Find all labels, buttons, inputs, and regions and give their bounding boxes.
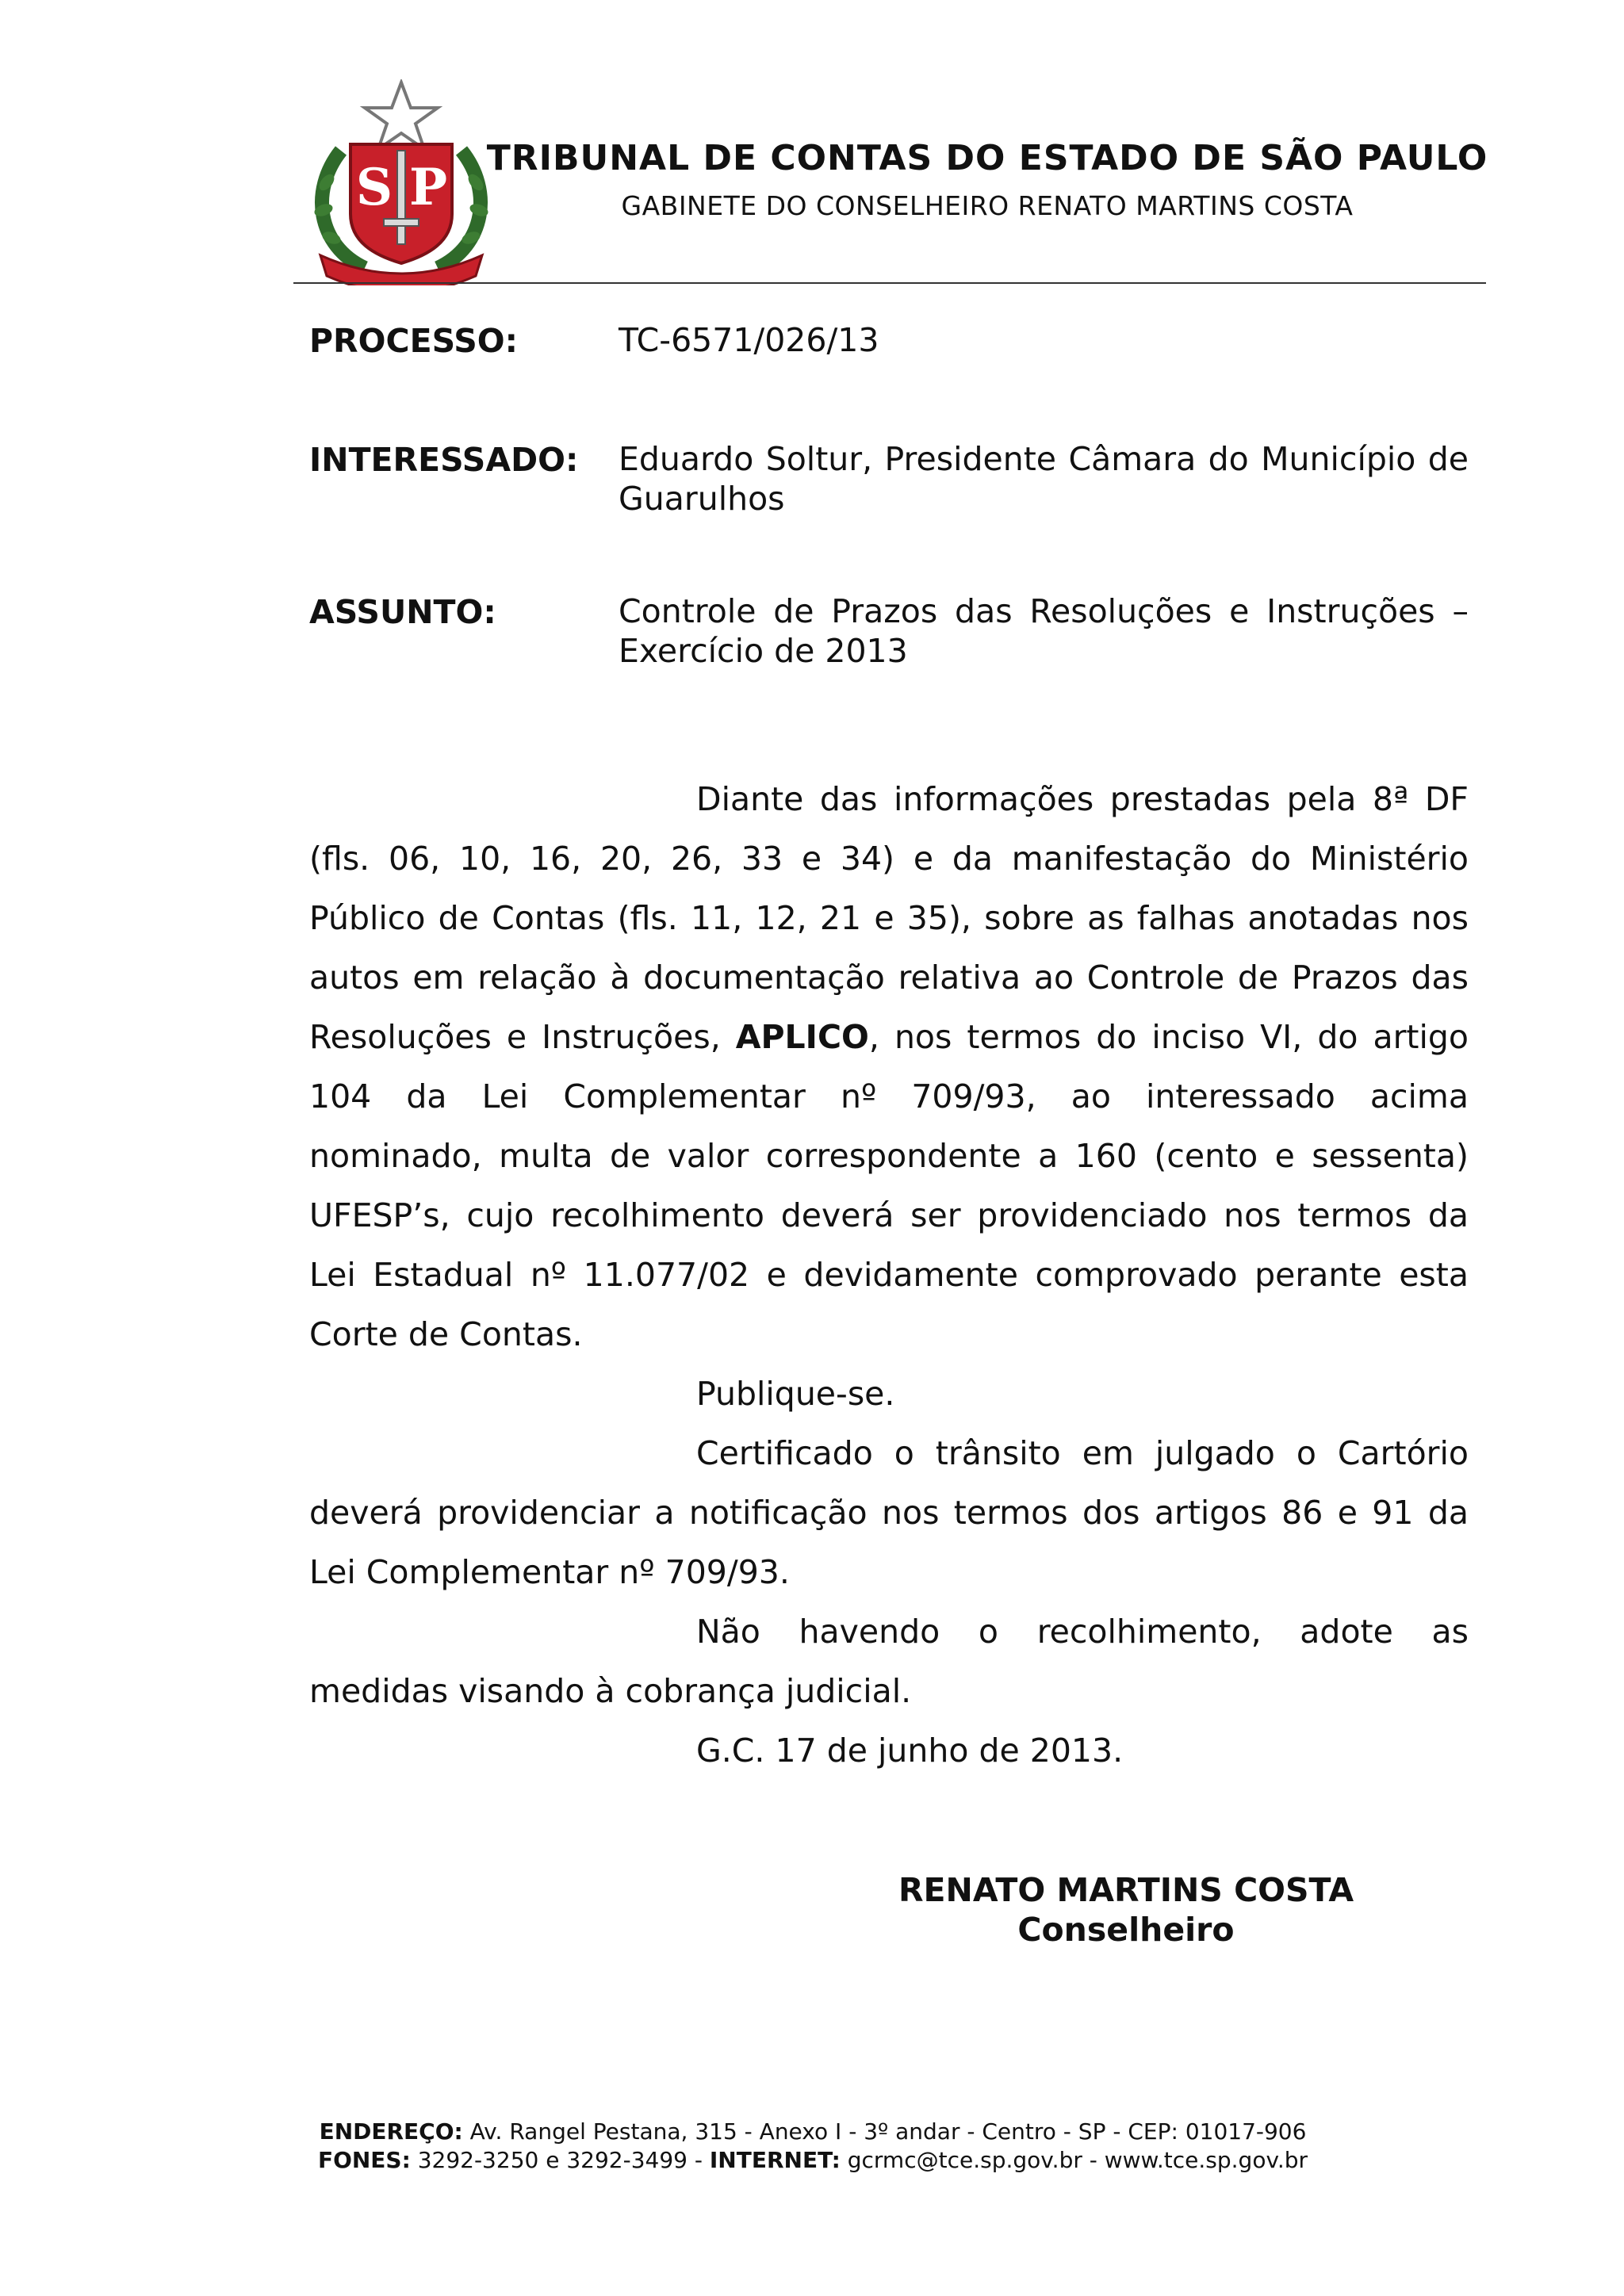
assunto-value-line-1 [619,591,1469,631]
publique-se: Publique-se. [696,1375,895,1413]
body-paragraph-1-line-10: Corte de Contas. [309,1315,583,1353]
body-paragraph-4-line-1: Não havendo o recolhimento, adote as [696,1613,1469,1651]
body-paragraph-1-line-9: Lei Estadual nº 11.077/02 e devidamente comprovado perante esta [309,1256,1469,1294]
body-line-5-post: , nos termos do inciso VI, do artigo [868,1018,1469,1056]
assunto-label: ASSUNTO: [309,593,496,631]
signatory-role: Conselheiro [1017,1911,1235,1949]
body-paragraph-1-line-7: nominado, multa de valor correspondente a 160 (cento e sessenta) [309,1137,1469,1175]
footer-internet-text: gcrmc@tce.sp.gov.br - www.tce.sp.gov.br [840,2147,1308,2173]
assunto-value [619,591,1469,671]
aplico-keyword: APLICO [735,1018,869,1056]
body-paragraph-1-line-4: autos em relação à documentação relativa ao Controle de Prazos das [309,959,1469,997]
organization-title: TRIBUNAL DE CONTAS DO ESTADO DE SÃO PAULO [486,138,1488,178]
sao-paulo-coat-of-arms-icon [309,79,493,285]
interessado-value-line-2: Guarulhos [619,480,785,518]
processo-label: PROCESSO: [309,322,519,360]
interessado-label: INTERESSADO: [309,441,579,479]
body-paragraph-1-line-1: Diante das informações prestadas pela 8ª DF [696,780,1469,818]
body-paragraph-1-line-2: (fls. 06, 10, 16, 20, 26, 33 e 34) e da manifestação do Ministério [309,840,1469,878]
document-date: G.C. 17 de junho de 2013. [696,1732,1124,1770]
body-paragraph-1-line-3: Público de Contas (fls. 11, 12, 21 e 35), sobre as falhas anotadas nos [309,899,1469,937]
signatory-name: RENATO MARTINS COSTA [898,1871,1354,1909]
assunto-value-line-2: Exercício de 2013 [619,632,908,670]
svg-text:S: S [355,158,393,217]
footer-phones-label: FONES: [317,2147,411,2173]
body-paragraph-1-line-8: UFESP’s, cujo recolhimento deverá ser providenciado nos termos da [309,1196,1469,1234]
header-divider [293,282,1486,284]
assunto-value-dash: – [1452,592,1469,630]
body-line-5-pre: Resoluções e Instruções, [309,1018,736,1056]
interessado-value [619,439,1469,519]
body-paragraph-3-line-1: Certificado o trânsito em julgado o Cartório [696,1434,1469,1472]
footer-address-text: Av. Rangel Pestana, 315 - Anexo I - 3º andar - Centro - SP - CEP: 01017-906 [462,2118,1307,2145]
footer-phones-text: 3292-3250 e 3292-3499 - [410,2147,710,2173]
body-paragraph-3-line-2: deverá providenciar a notificação nos termos dos artigos 86 e 91 da [309,1494,1469,1532]
processo-value: TC-6571/026/13 [619,321,879,359]
body-paragraph-3-line-3: Lei Complementar nº 709/93. [309,1553,790,1591]
body-paragraph-1-line-5 [309,1018,1469,1056]
footer-contacts [238,2147,1388,2173]
footer-address [238,2118,1388,2145]
footer-internet-label: INTERNET: [709,2147,841,2173]
svg-text:P: P [408,158,448,217]
interessado-value-line-1: Eduardo Soltur, Presidente Câmara do Município de [619,440,1469,478]
body-paragraph-1-line-6: 104 da Lei Complementar nº 709/93, ao interessado acima [309,1077,1469,1115]
assunto-value-text: Controle de Prazos das Resoluções e Instruções [619,592,1435,630]
body-paragraph-4-line-2: medidas visando à cobrança judicial. [309,1672,912,1710]
organization-subtitle: GABINETE DO CONSELHEIRO RENATO MARTINS COSTA [621,190,1354,221]
footer-address-label: ENDEREÇO: [319,2118,463,2145]
